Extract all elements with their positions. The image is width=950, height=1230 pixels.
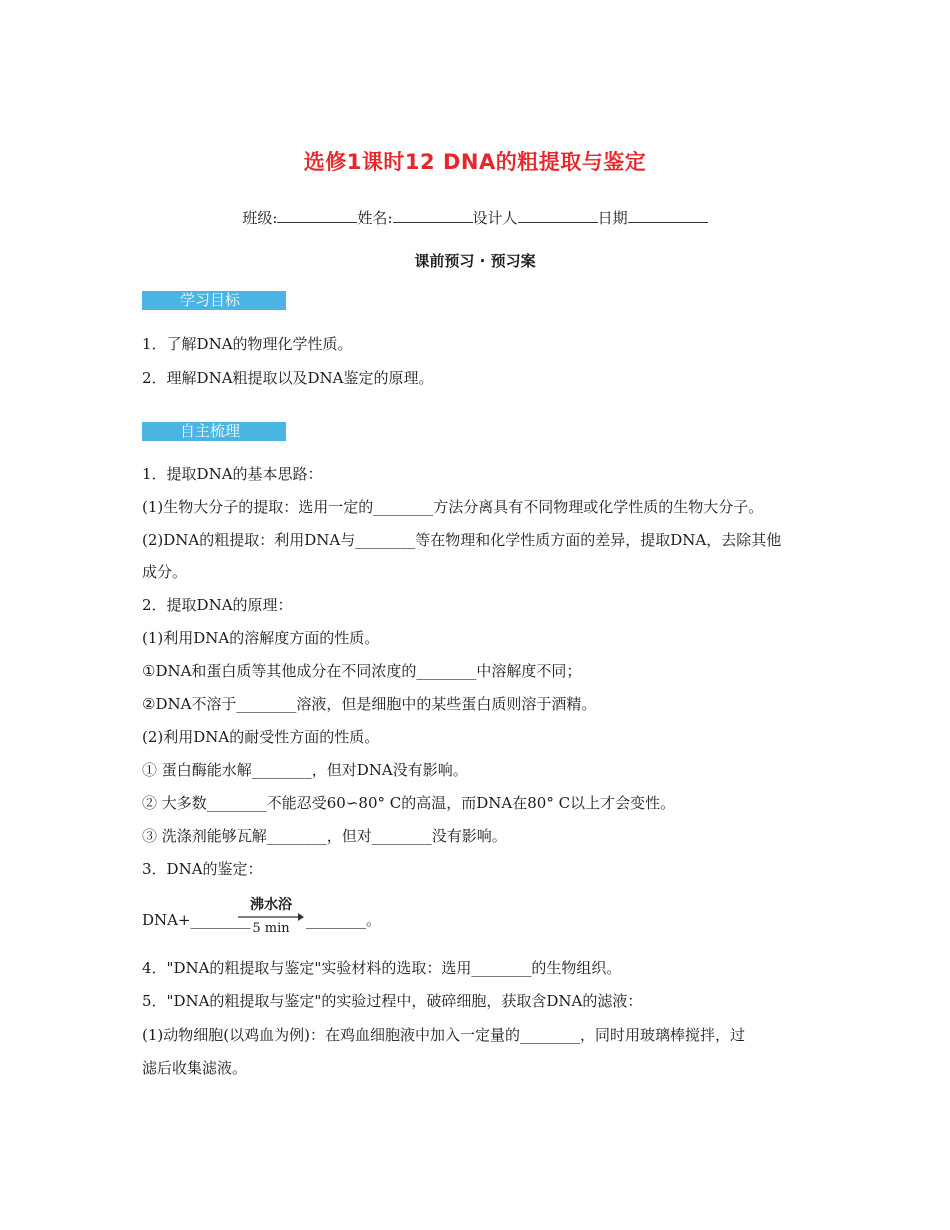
- section-bar-self-study: 自主梳理: [142, 422, 286, 441]
- content-line: (2)利用DNA的耐受性方面的性质。: [142, 728, 380, 746]
- identification-right: ________。: [306, 911, 382, 929]
- class-blank: [277, 208, 357, 223]
- class-label: 班级:: [242, 209, 278, 227]
- content-line: 滤后收集滤液。: [142, 1059, 248, 1077]
- content-line: 5．"DNA的粗提取与鉴定"的实验过程中，破碎细胞，获取含DNA的滤液：: [142, 992, 643, 1010]
- goal-item: 1．了解DNA的物理化学性质。: [142, 335, 353, 353]
- header-fields: [0, 207, 950, 228]
- arrow-condition-bottom: 5 min: [252, 921, 290, 936]
- designer-label: 设计人: [472, 209, 518, 227]
- date-blank: [628, 208, 708, 223]
- identification-left: DNA+________: [142, 911, 251, 929]
- page-title: 选修1课时12 DNA的粗提取与鉴定: [303, 150, 647, 174]
- content-line: (1)利用DNA的溶解度方面的性质。: [142, 629, 380, 647]
- name-blank: [393, 208, 473, 223]
- content-line: ① 蛋白酶能水解________，但对DNA没有影响。: [142, 761, 468, 779]
- designer-blank: [518, 208, 598, 223]
- content-line: 成分。: [142, 563, 188, 581]
- section-bar-goals: 学习目标: [142, 291, 286, 310]
- content-line: (1)动物细胞(以鸡血为例)：在鸡血细胞液中加入一定量的________，同时用玻璃棒搅拌，过: [142, 1026, 745, 1044]
- content-line: 2．提取DNA的原理：: [142, 596, 293, 614]
- date-label: 日期: [597, 209, 628, 227]
- content-line: ②DNA不溶于________溶液，但是细胞中的某些蛋白质则溶于酒精。: [142, 695, 597, 713]
- content-line: 4．"DNA的粗提取与鉴定"实验材料的选取：选用________的生物组织。: [142, 959, 622, 977]
- content-line: 3．DNA的鉴定：: [142, 860, 263, 878]
- arrow-right-icon: [238, 913, 304, 921]
- content-line: ③ 洗涤剂能够瓦解________，但对________没有影响。: [142, 827, 507, 845]
- content-line: (2)DNA的粗提取：利用DNA与________等在物理和化学性质方面的差异，提取DNA，去除其他: [142, 531, 782, 549]
- arrow-condition-top: 沸水浴: [250, 897, 292, 913]
- section-subheading: 课前预习 · 预习案: [414, 252, 536, 270]
- name-label: 姓名:: [357, 209, 393, 227]
- goal-item: 2．理解DNA粗提取以及DNA鉴定的原理。: [142, 369, 434, 387]
- content-line: ② 大多数________不能忍受60∽80° C的高温，而DNA在80° C以上才会变性。: [142, 794, 676, 812]
- content-line: (1)生物大分子的提取：选用一定的________方法分离具有不同物理或化学性质的生物大分子。: [142, 498, 764, 516]
- content-line: 1．提取DNA的基本思路：: [142, 465, 323, 483]
- reaction-arrow: [238, 894, 304, 940]
- content-line: ①DNA和蛋白质等其他成分在不同浓度的________中溶解度不同；: [142, 662, 582, 680]
